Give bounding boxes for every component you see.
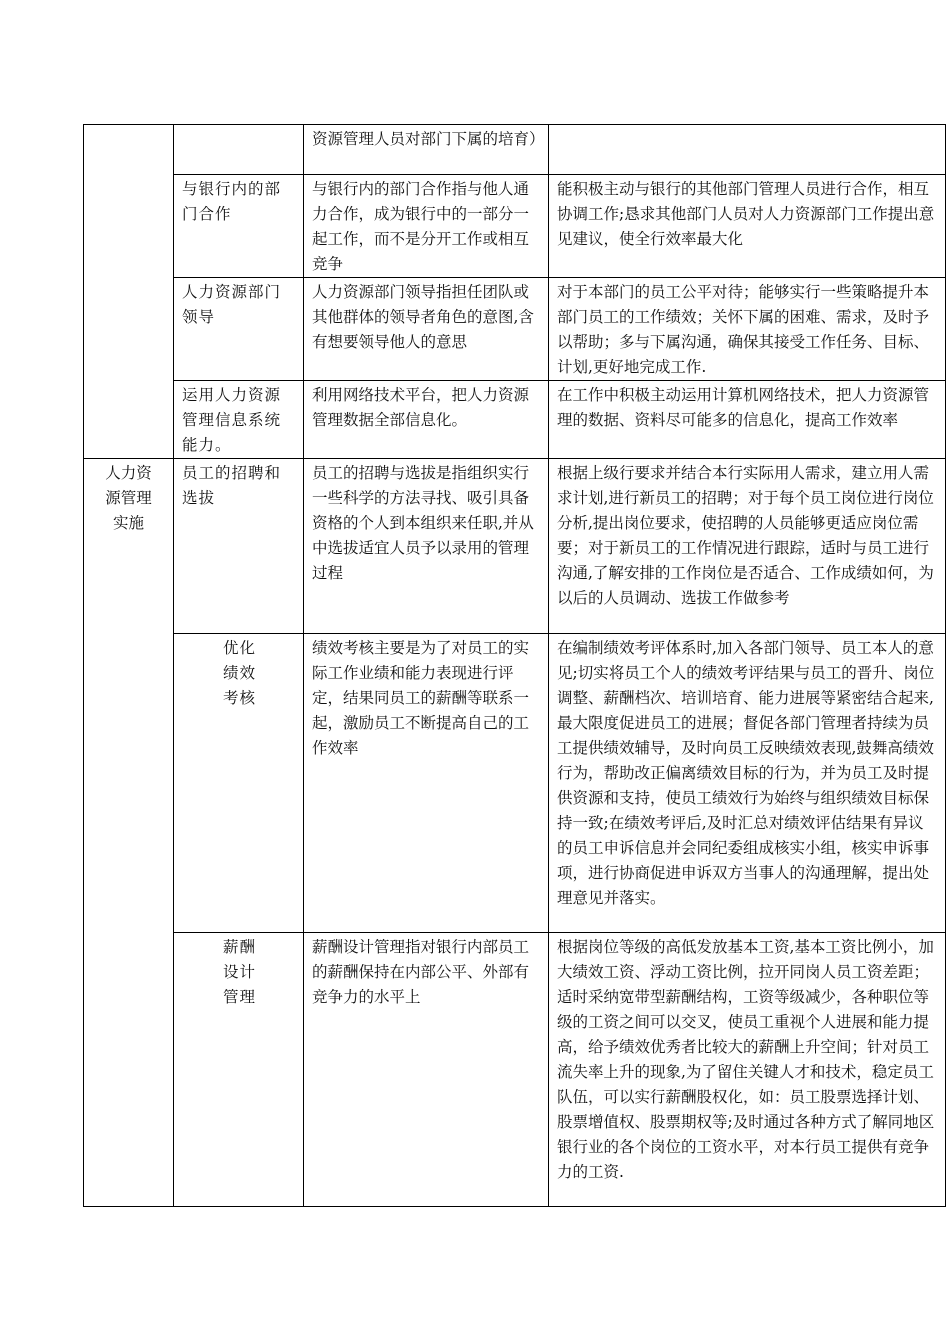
hr-table [83,124,946,1207]
definition-cell: 与银行内的部门合作指与他人通力合作，成为银行中的一部分一起工作，而不是分开工作或相互竞争 [304,175,549,278]
item-line: 设计 [222,963,256,981]
category-line: 人力资 [105,464,152,482]
measure-cell: 对于本部门的员工公平对待；能够实行一些策略提升本部门员工的工作绩效；关怀下属的困难、需求，及时予以帮助；多与下属沟通，确保其接受工作任务、目标、计划,更好地完成工作. [549,278,946,381]
table-row [84,125,946,175]
table-row [84,278,946,381]
category-cell [84,459,174,1207]
item-cell: 员工的招聘和选拔 [174,459,304,634]
item-cell [174,634,304,933]
definition-cell: 绩效考核主要是为了对员工的实际工作业绩和能力表现进行评定，结果同员工的薪酬等联系一起，激励员工不断提高自己的工作效率 [304,634,549,933]
measure-cell [549,125,946,175]
table-row [84,933,946,1207]
definition-cell: 资源管理人员对部门下属的培育） [304,125,549,175]
measure-cell: 在编制绩效考评体系时,加入各部门领导、员工本人的意见;切实将员工个人的绩效考评结果与员工的晋升、岗位调整、薪酬档次、培训培育、能力进展等紧密结合起来,最大限度促进员工的进展；督促各部门管理者持续为员工提供绩效辅导，及时向员工反映绩效表现,鼓舞高绩效行为，帮助改正偏离绩效目标的行为，并为员工及时提供资源和支持，使员工绩效行为始终与组织绩效目标保持一致;在绩效考评后,及时汇总对绩效评估结果有异议的员工申诉信息并会同纪委组成核实小组，核实申诉事项，进行协商促进申诉双方当事人的沟通理解，提出处理意见并落实。 [549,634,946,933]
table-row [84,634,946,933]
category-cell-empty [84,125,174,459]
category-line: 源管理 [105,489,152,507]
item-cell: 运用人力资源管理信息系统能力。 [174,381,304,459]
definition-cell: 利用网络技术平台，把人力资源管理数据全部信息化。 [304,381,549,459]
definition-cell: 人力资源部门领导指担任团队或其他群体的领导者角色的意图,含有想要领导他人的意思 [304,278,549,381]
item-cell: 与银行内的部门合作 [174,175,304,278]
table-row [84,175,946,278]
item-line: 考核 [222,689,256,707]
item-line: 优化 [222,639,256,657]
measure-cell: 在工作中积极主动运用计算机网络技术，把人力资源管理的数据、资料尽可能多的信息化，提高工作效率 [549,381,946,459]
category-line: 实施 [112,514,144,532]
item-line: 绩效 [222,664,256,682]
table-row [84,459,946,634]
definition-cell: 薪酬设计管理指对银行内部员工的薪酬保持在内部公平、外部有竞争力的水平上 [304,933,549,1207]
measure-cell: 根据岗位等级的高低发放基本工资,基本工资比例小，加大绩效工资、浮动工资比例，拉开同岗人员工资差距；适时采纳宽带型薪酬结构，工资等级减少，各种职位等级的工资之间可以交叉，使员工重视个人进展和能力提高，给予绩效优秀者比较大的薪酬上升空间；针对员工流失率上升的现象,为了留住关键人才和技术，稳定员工队伍，可以实行薪酬股权化，如：员工股票选择计划、股票增值权、股票期权等;及时通过各种方式了解同地区银行业的各个岗位的工资水平，对本行员工提供有竞争力的工资. [549,933,946,1207]
item-cell [174,125,304,175]
item-line: 薪酬 [222,938,256,956]
table-row [84,381,946,459]
definition-cell: 员工的招聘与选拔是指组织实行一些科学的方法寻找、吸引具备资格的个人到本组织来任职,并从中选拔适宜人员予以录用的管理过程 [304,459,549,634]
item-line: 管理 [222,988,256,1006]
item-cell: 人力资源部门领导 [174,278,304,381]
measure-cell: 能积极主动与银行的其他部门管理人员进行合作，相互协调工作;恳求其他部门人员对人力资源部门工作提出意见建议，使全行效率最大化 [549,175,946,278]
item-cell [174,933,304,1207]
measure-cell: 根据上级行要求并结合本行实际用人需求，建立用人需求计划,进行新员工的招聘；对于每个员工岗位进行岗位分析,提出岗位要求，使招聘的人员能够更适应岗位需要；对于新员工的工作情况进行跟踪，适时与员工进行沟通,了解安排的工作岗位是否适合、工作成绩如何，为以后的人员调动、选拔工作做参考 [549,459,946,634]
